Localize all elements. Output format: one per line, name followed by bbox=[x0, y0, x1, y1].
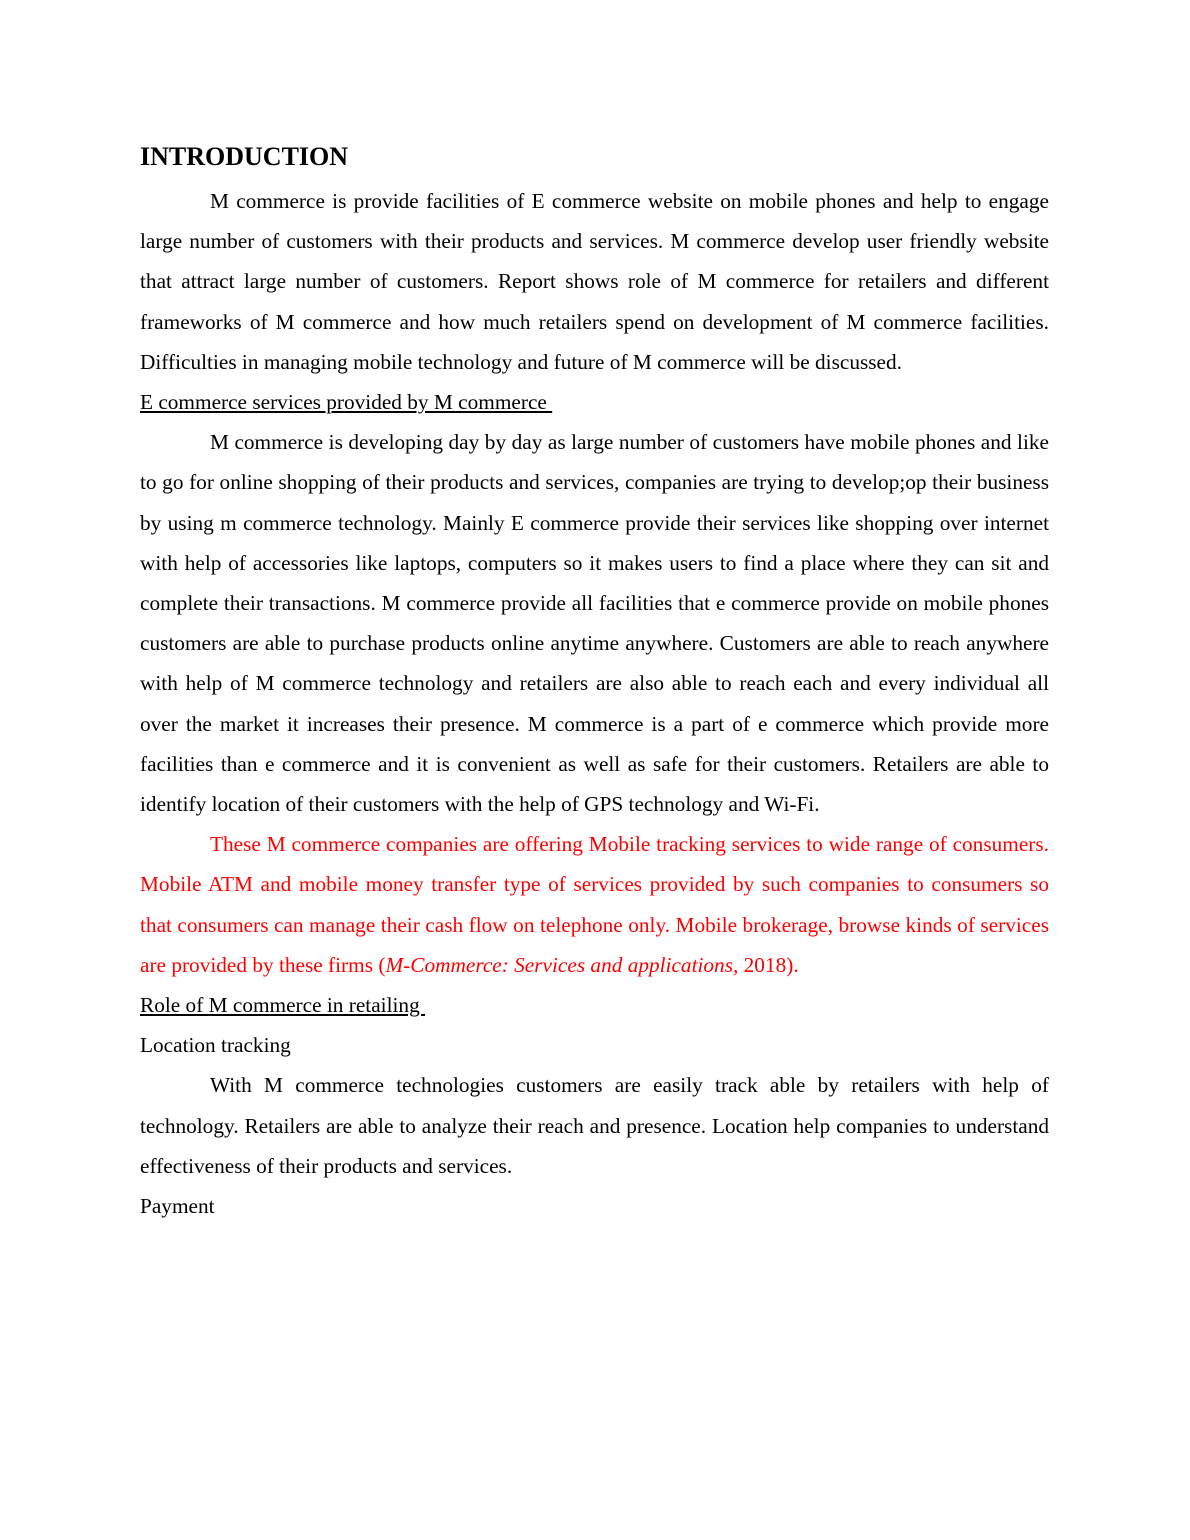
ecommerce-services-paragraph: M commerce is developing day by day as large number of customers have mobile phones and like to go for online shopping of their products and services, companies are trying to develop;op their business by using m commerce technology. Mainly E commerce provide their services like shopping over internet with help of accessories like laptops, computers so it makes users to find a place where they can sit and complete their transactions. M commerce provide all facilities that e commerce provide on mobile phones customers are able to purchase products online anytime anywhere. Customers are able to reach anywhere with help of M commerce technology and retailers are also able to reach each and every individual all over the market it increases their presence. M commerce is a part of e commerce which provide more facilities than e commerce and it is convenient as well as safe for their customers. Retailers are able to identify location of their customers with the help of GPS technology and Wi-Fi. bbox=[140, 430, 1049, 817]
location-tracking-paragraph: With M commerce technologies customers are easily track able by retailers with help of technology. Retailers are able to analyze their reach and presence. Location help companies to understand effectiveness of their products and services. bbox=[140, 1073, 1049, 1178]
citation-title: M-Commerce: Services and applications, bbox=[385, 952, 739, 977]
highlighted-paragraph-text: These M commerce companies are offering Mobile tracking services to wide range of consumers. Mobile ATM and mobile money transfer type of services provided by such companies to consumers so that consumers can manage their cash flow on telephone only. Mobile brokerage, browse kinds of services are provided by these firms ( bbox=[140, 832, 1049, 977]
highlighted-paragraph bbox=[140, 824, 1049, 985]
citation-year: 2018). bbox=[738, 952, 799, 977]
document-page bbox=[140, 140, 1049, 1226]
section-title-role-in-retailing: Role of M commerce in retailing bbox=[140, 993, 426, 1018]
page-title: INTRODUCTION bbox=[140, 142, 349, 171]
intro-paragraph: M commerce is provide facilities of E commerce website on mobile phones and help to engage large number of customers with their products and services. M commerce develop user friendly website that attract large number of customers. Report shows role of M commerce for retailers and different frameworks of M commerce and how much retailers spend on development of M commerce facilities. Difficulties in managing mobile technology and future of M commerce will be discussed. bbox=[140, 189, 1049, 374]
subheading-location-tracking: Location tracking bbox=[140, 1033, 291, 1058]
section-title-ecommerce-services: E commerce services provided by M commerce bbox=[140, 390, 553, 415]
subheading-payment: Payment bbox=[140, 1194, 215, 1219]
